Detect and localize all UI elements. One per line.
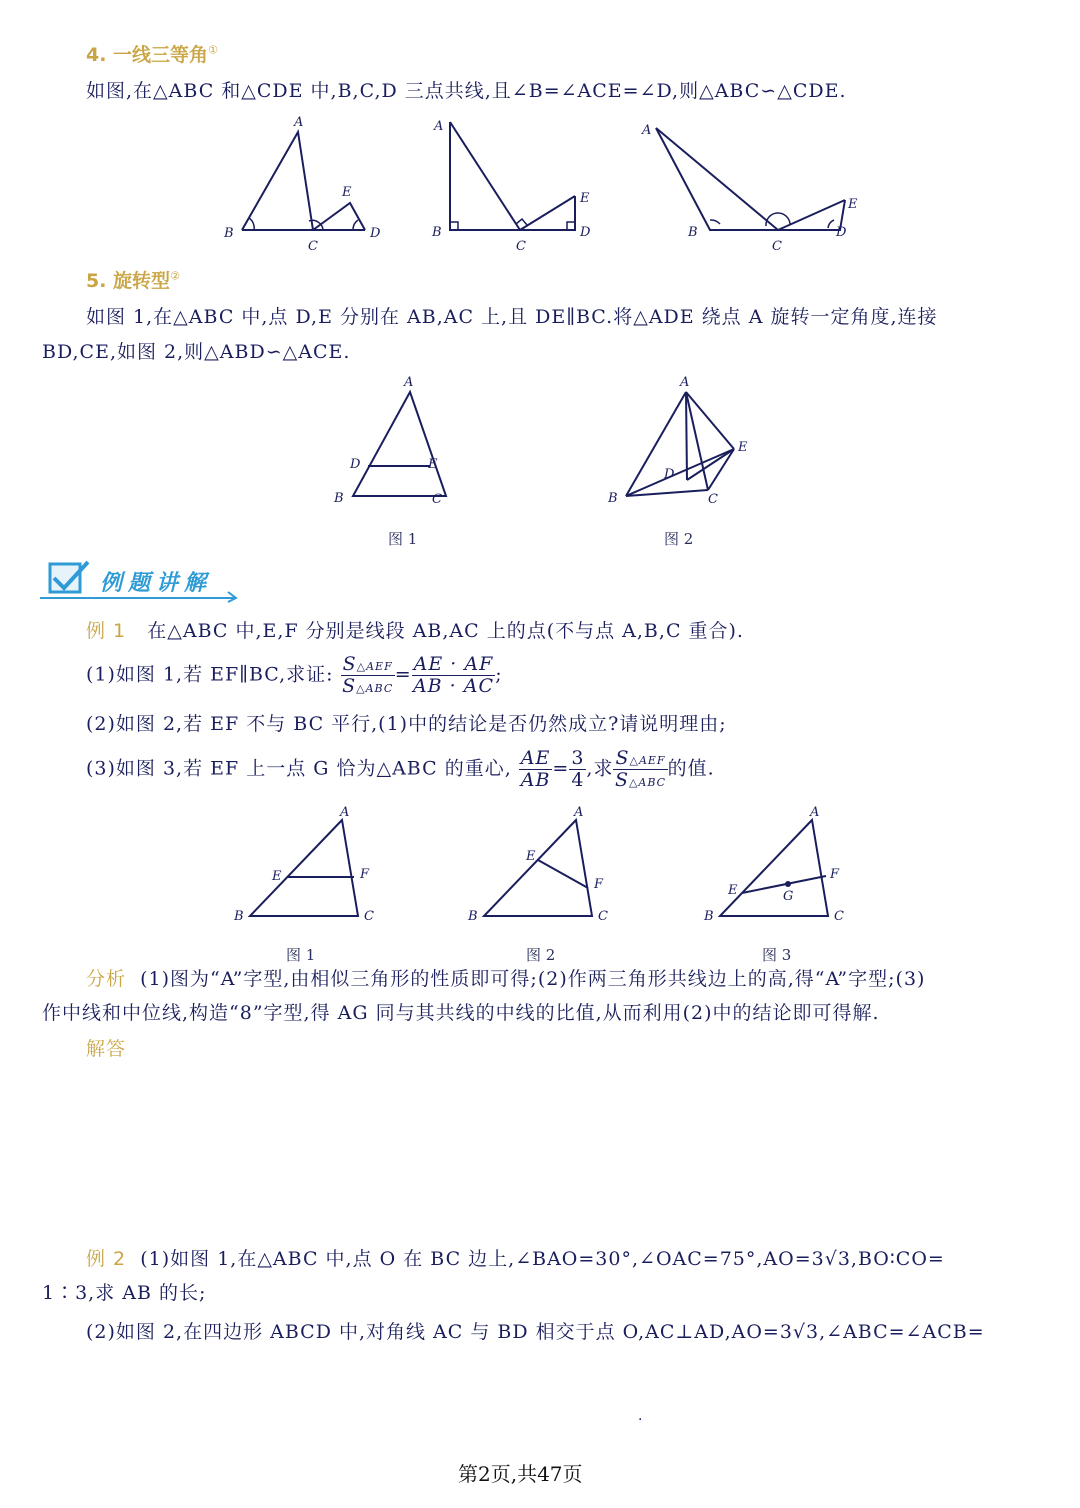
- svg-text:E: E: [272, 869, 282, 884]
- rotation-figure-1: [333, 375, 446, 507]
- example1-caption-3: 图 3: [762, 946, 792, 964]
- one-line-figure-b: [431, 119, 591, 254]
- svg-text:C: C: [772, 239, 782, 254]
- svg-text:B: B: [468, 909, 478, 924]
- svg-text:E: E: [428, 457, 438, 472]
- svg-text:E: E: [738, 440, 748, 455]
- svg-text:B: B: [234, 909, 244, 924]
- svg-text:A: A: [434, 119, 444, 134]
- svg-text:A: A: [574, 805, 584, 820]
- section4-heading: 4. 一线三等角①: [86, 43, 218, 66]
- example1-part2: (2)如图 2,若 EF 不与 BC 平行,(1)中的结论是否仍然成立?请说明理由;: [86, 713, 727, 735]
- example2-line3: (2)如图 2,在四边形 ABCD 中,对角线 AC 与 BD 相交于点 O,AC⊥AD,AO=3√3,∠ABC=∠ACB=: [86, 1321, 985, 1343]
- one-line-figure-c: [641, 123, 858, 254]
- svg-text:D: D: [350, 457, 361, 472]
- banner-title: 例题讲解: [100, 571, 213, 596]
- example1-figures: [220, 800, 880, 930]
- svg-text:E: E: [526, 849, 536, 864]
- section5-figures: [320, 372, 780, 512]
- section5-fig2-caption: 图 2: [664, 530, 694, 548]
- svg-text:A: A: [680, 375, 690, 390]
- svg-text:A: A: [404, 375, 414, 390]
- svg-text:B: B: [334, 491, 344, 506]
- section5-line1: 如图 1,在△ABC 中,点 D,E 分别在 AB,AC 上,且 DE∥BC.将△ADE 绕点 A 旋转一定角度,连接: [86, 306, 938, 328]
- svg-text:A: A: [642, 123, 652, 138]
- rotation-figure-2: [607, 375, 748, 507]
- svg-text:D: D: [836, 225, 847, 240]
- svg-text:C: C: [834, 909, 844, 924]
- one-line-figure-a: [223, 115, 381, 254]
- section5-line2: BD,CE,如图 2,则△ABD∽△ACE.: [42, 341, 351, 363]
- example1-caption-1: 图 1: [286, 946, 316, 964]
- svg-text:B: B: [704, 909, 714, 924]
- svg-text:C: C: [516, 239, 526, 254]
- svg-text:F: F: [360, 867, 370, 882]
- answer-label: 解答: [86, 1038, 127, 1060]
- svg-text:B: B: [688, 225, 698, 240]
- svg-text:B: B: [224, 226, 234, 241]
- svg-text:B: B: [432, 225, 442, 240]
- footer-dot: .: [638, 1408, 643, 1424]
- example1-caption-2: 图 2: [526, 946, 556, 964]
- svg-text:C: C: [708, 492, 718, 507]
- example1-figure-2: [467, 805, 608, 924]
- svg-text:F: F: [830, 867, 840, 882]
- svg-text:C: C: [364, 909, 374, 924]
- svg-text:C: C: [308, 239, 318, 254]
- analysis-line1: 分析 (1)图为“A”字型,由相似三角形的性质即可得;(2)作两三角形共线边上的高,得“A”字型;(3): [86, 968, 926, 990]
- svg-text:A: A: [294, 115, 304, 130]
- svg-text:D: D: [370, 226, 381, 241]
- svg-text:D: D: [580, 225, 591, 240]
- section4-text: 如图,在△ABC 和△CDE 中,B,C,D 三点共线,且∠B=∠ACE=∠D,则△ABC∽△CDE.: [86, 80, 847, 102]
- svg-text:E: E: [580, 191, 590, 206]
- svg-text:C: C: [598, 909, 608, 924]
- svg-text:D: D: [664, 467, 675, 482]
- example1-part1: (1)如图 1,若 EF∥BC,求证: $\frac{\text{S△AEF}}{\text{S△ABC}}$ = $\frac{AE \cdot AF}{AB \cdot AC}$ ;: [86, 653, 503, 697]
- example1-figure-3: [703, 805, 844, 924]
- page-number: 第2页,共47页: [458, 1462, 583, 1486]
- analysis-line2: 作中线和中位线,构造“8”字型,得 AG 同与其共线的中线的比值,从而利用(2)中的结论即可得解.: [42, 1002, 880, 1024]
- svg-text:A: A: [340, 805, 350, 820]
- svg-text:E: E: [848, 197, 858, 212]
- svg-text:F: F: [594, 877, 604, 892]
- example2-line1: 例 2 (1)如图 1,在△ABC 中,点 O 在 BC 边上,∠BAO=30°,∠OAC=75°,AO=3√3,BO∶CO=: [86, 1248, 945, 1270]
- section5-fig1-caption: 图 1: [388, 530, 418, 548]
- svg-text:B: B: [608, 491, 618, 506]
- svg-text:G: G: [783, 889, 794, 904]
- section5-heading: 5. 旋转型②: [86, 269, 180, 292]
- example1-figure-1: [233, 805, 374, 924]
- example1-stem: 例 1 在△ABC 中,E,F 分别是线段 AB,AC 上的点(不与点 A,B,C 重合).: [86, 620, 744, 642]
- example2-line2: 1∶3,求 AB 的长;: [42, 1282, 207, 1304]
- example1-part3: (3)如图 3,若 EF 上一点 G 恰为△ABC 的重心, $\frac{AE}{AB}$ = $\frac{3}{4}$ ,求 $\frac{\text{S△AEF}}{\text{S△ABC}}$ 的值.: [86, 747, 715, 791]
- section4-figures: [210, 110, 890, 260]
- svg-text:C: C: [432, 492, 442, 507]
- svg-text:E: E: [342, 185, 352, 200]
- svg-text:E: E: [728, 883, 738, 898]
- example-banner: [40, 560, 240, 604]
- svg-text:A: A: [810, 805, 820, 820]
